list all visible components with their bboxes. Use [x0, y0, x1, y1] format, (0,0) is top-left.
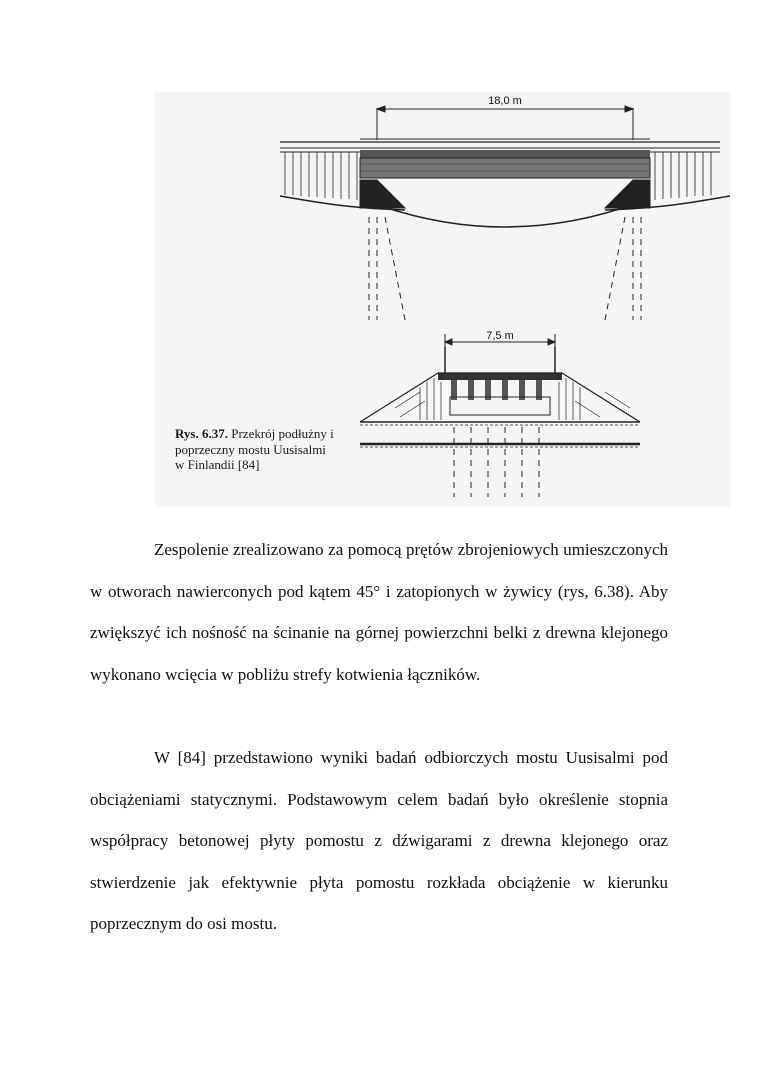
caption-text: Przekrój podłużny i poprzeczny mostu Uusisalmi w Finlandii [84] — [175, 426, 334, 472]
dim-transverse-label: 7,5 m — [486, 330, 514, 342]
paragraph-text: W [84] przedstawiono wyniki badań odbiorczych mostu Uusisalmi pod obciążeniami statycznymi. Podstawowym celem badań było określenie stopnia współpracy betonowej płyty pomostu z dźwigarami z drewna klejonego oraz stwierdzenie jak efektywnie płyta pomostu rozkłada obciążenie w kierunku poprzecznym do osi mostu. — [90, 748, 668, 933]
dim-longitudinal-label: 18,0 m — [488, 95, 522, 107]
bridge-figure — [155, 92, 730, 507]
figure-caption — [175, 426, 335, 473]
paragraph-text: Zespolenie zrealizowano za pomocą prętów zbrojeniowych umieszczonych w otworach nawierconych pod kątem 45° i zatopionych w żywicy (rys, 6.38). Aby zwiększyć ich nośność na ścinanie na górnej powierzchni belki z drewna klejonego wykonano wcięcia w pobliżu strefy kotwienia łączników. — [90, 540, 668, 684]
longitudinal-section — [280, 106, 730, 320]
cross-section — [360, 334, 640, 497]
paragraph-2 — [90, 737, 668, 945]
paragraph-1 — [90, 529, 668, 695]
caption-label: Rys. 6.37. — [175, 426, 228, 441]
